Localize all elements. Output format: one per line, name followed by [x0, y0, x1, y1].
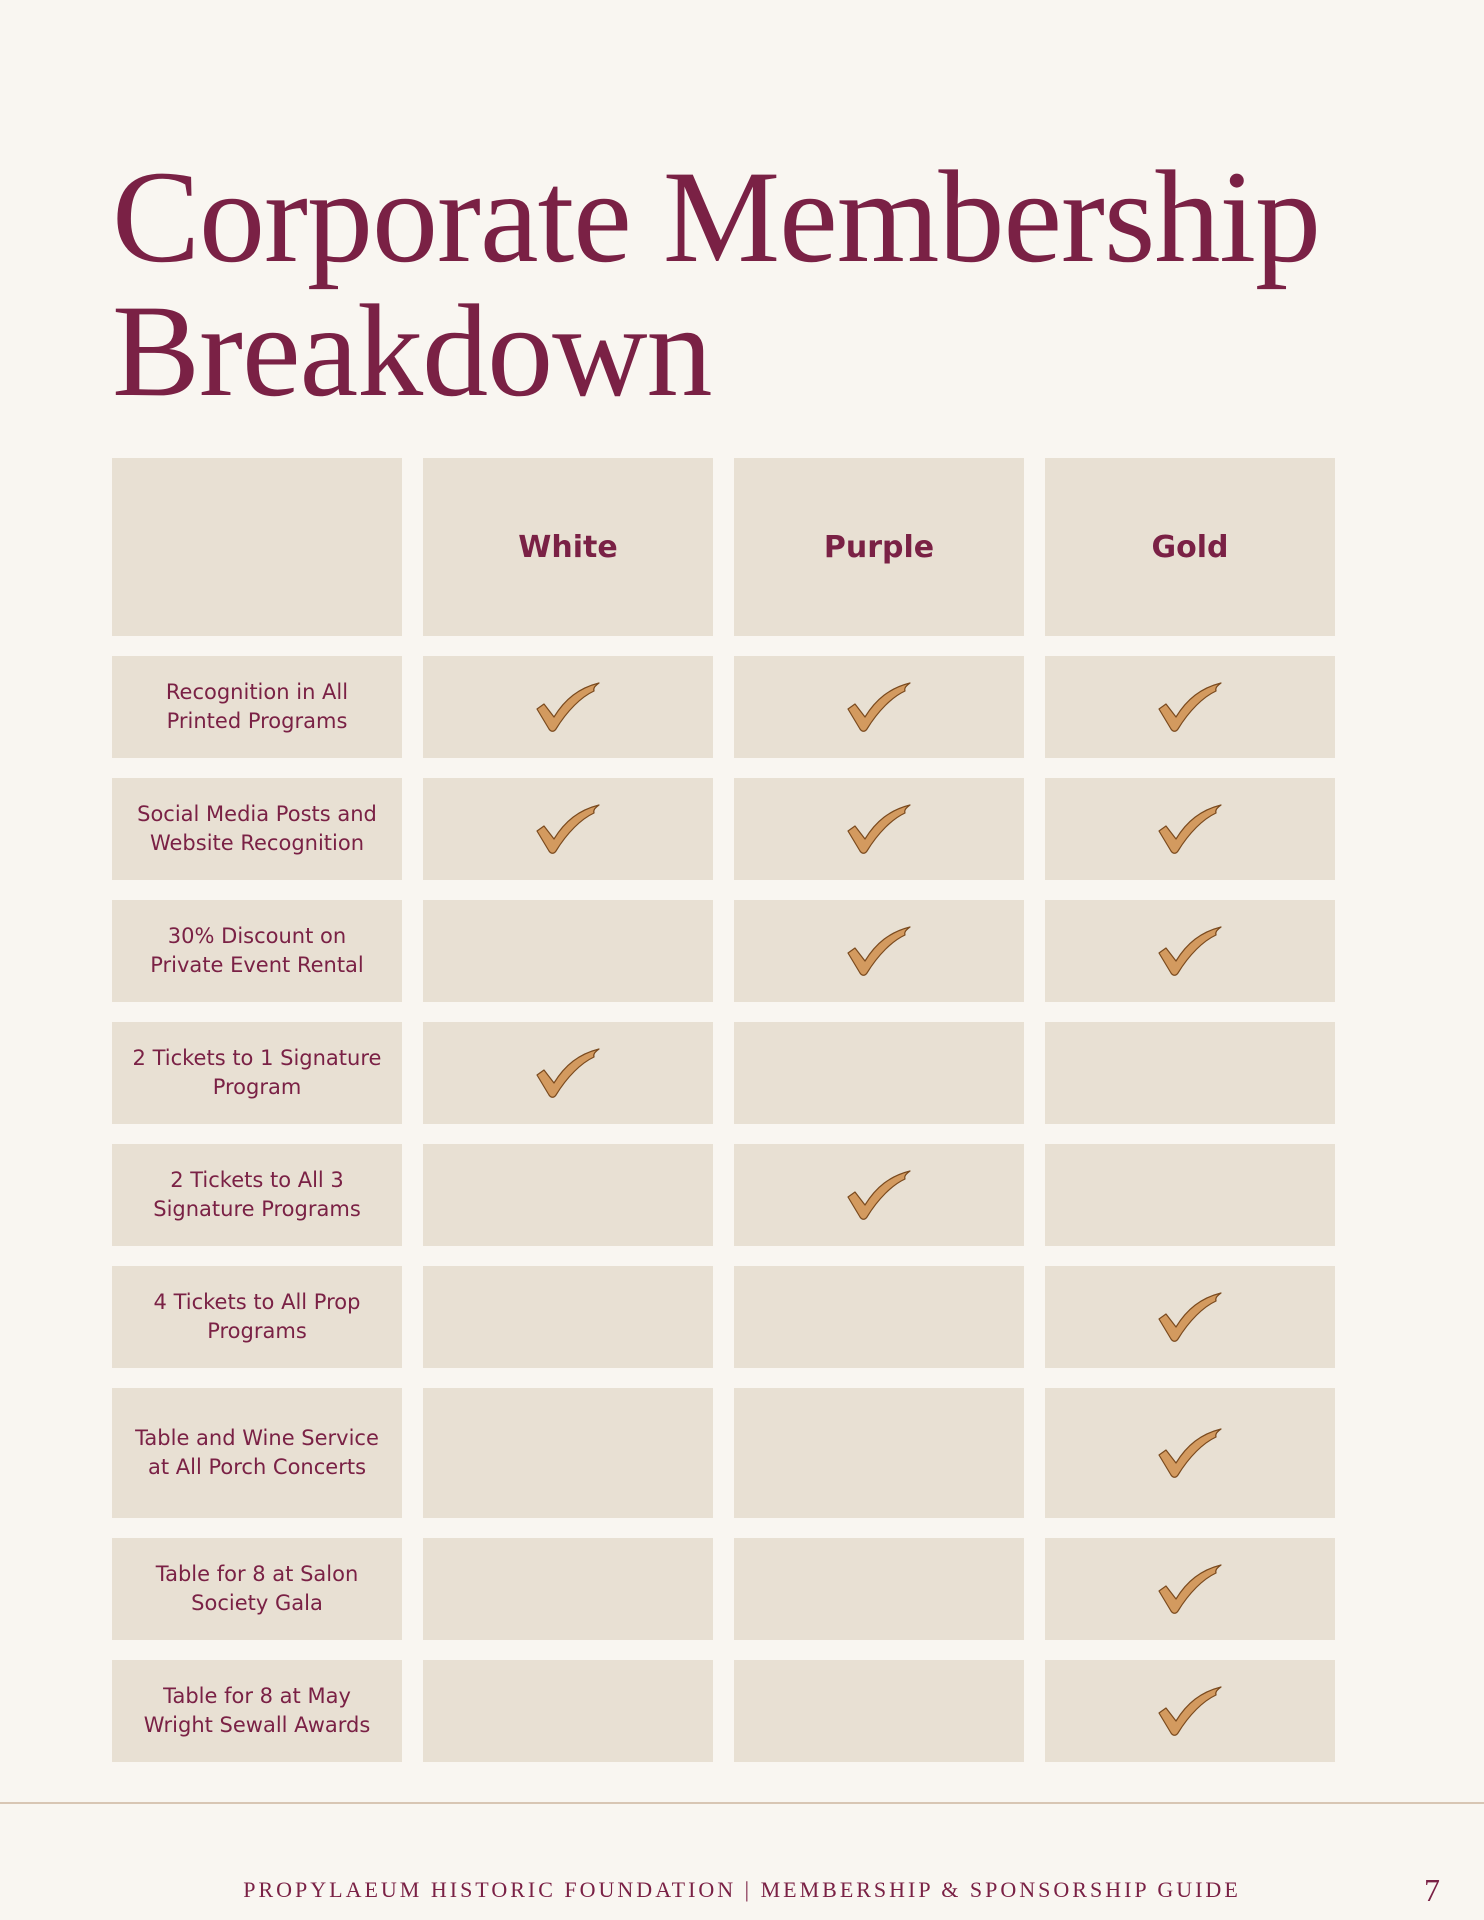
check-icon [846, 925, 912, 977]
benefit-cell [1045, 656, 1335, 758]
check-icon [535, 1047, 601, 1099]
benefit-cell [423, 900, 713, 1002]
page-title: Corporate Membership Breakdown [112, 143, 1321, 424]
benefit-cell [1045, 778, 1335, 880]
benefit-cell [423, 1144, 713, 1246]
row-label: Recognition in All Printed Programs [165, 680, 349, 733]
row-label: Social Media Posts and Website Recognition [137, 802, 377, 855]
column-header-label: Gold [1151, 529, 1229, 565]
check-icon [1157, 1563, 1223, 1615]
benefit-cell [734, 1388, 1024, 1518]
benefit-cell [1045, 1388, 1335, 1518]
check-icon [846, 803, 912, 855]
column-header-label: White [518, 529, 618, 565]
check-icon [1157, 681, 1223, 733]
row-label: Table and Wine Service at All Porch Concerts [135, 1426, 379, 1479]
check-icon [1157, 1427, 1223, 1479]
column-header-white [423, 458, 713, 636]
column-header-purple [734, 458, 1024, 636]
footer-divider [0, 1802, 1484, 1804]
check-icon [535, 803, 601, 855]
check-icon [1157, 1685, 1223, 1737]
row-label: 4 Tickets to All Prop Programs [153, 1290, 361, 1343]
benefit-cell [734, 778, 1024, 880]
row-label: Table for 8 at May Wright Sewall Awards [143, 1684, 371, 1737]
benefit-cell [423, 1388, 713, 1518]
benefit-cell [423, 1022, 713, 1124]
benefit-cell [1045, 1144, 1335, 1246]
footer-text: PROPYLAEUM HISTORIC FOUNDATION | MEMBERSHIP & SPONSORSHIP GUIDE [243, 1877, 1241, 1902]
row-label: 2 Tickets to All 3 Signature Programs [153, 1168, 361, 1221]
benefit-cell [734, 656, 1024, 758]
benefit-cell [423, 1266, 713, 1368]
check-icon [846, 1169, 912, 1221]
check-icon [1157, 1291, 1223, 1343]
column-header-label: Purple [823, 529, 935, 565]
row-label: 2 Tickets to 1 Signature Program [132, 1046, 382, 1099]
row-label-cell [112, 656, 402, 758]
benefit-cell [1045, 1660, 1335, 1762]
page-number: 7 [1424, 1872, 1440, 1908]
check-icon [535, 681, 601, 733]
benefit-cell [423, 656, 713, 758]
column-header-gold [1045, 458, 1335, 636]
row-label-cell [112, 1144, 402, 1246]
row-label-cell [112, 778, 402, 880]
benefit-cell [1045, 1266, 1335, 1368]
benefit-cell [1045, 1538, 1335, 1640]
row-label-cell [112, 900, 402, 1002]
benefit-cell [734, 1266, 1024, 1368]
benefit-cell [423, 1538, 713, 1640]
row-label-cell [112, 1266, 402, 1368]
benefit-cell [423, 1660, 713, 1762]
row-label-cell [112, 1660, 402, 1762]
benefit-cell [734, 1660, 1024, 1762]
row-label-cell [112, 1022, 402, 1124]
benefit-cell [734, 1538, 1024, 1640]
benefit-cell [734, 1022, 1024, 1124]
check-icon [1157, 925, 1223, 977]
row-label-cell [112, 1538, 402, 1640]
row-label: 30% Discount on Private Event Rental [150, 924, 364, 977]
row-label: Table for 8 at Salon Society Gala [155, 1562, 359, 1615]
check-icon [846, 681, 912, 733]
benefit-cell [734, 1144, 1024, 1246]
check-icon [1157, 803, 1223, 855]
row-label-cell [112, 1388, 402, 1518]
benefit-cell [423, 778, 713, 880]
benefit-cell [1045, 1022, 1335, 1124]
benefit-cell [1045, 900, 1335, 1002]
header-empty-cell [112, 458, 402, 636]
benefit-cell [734, 900, 1024, 1002]
